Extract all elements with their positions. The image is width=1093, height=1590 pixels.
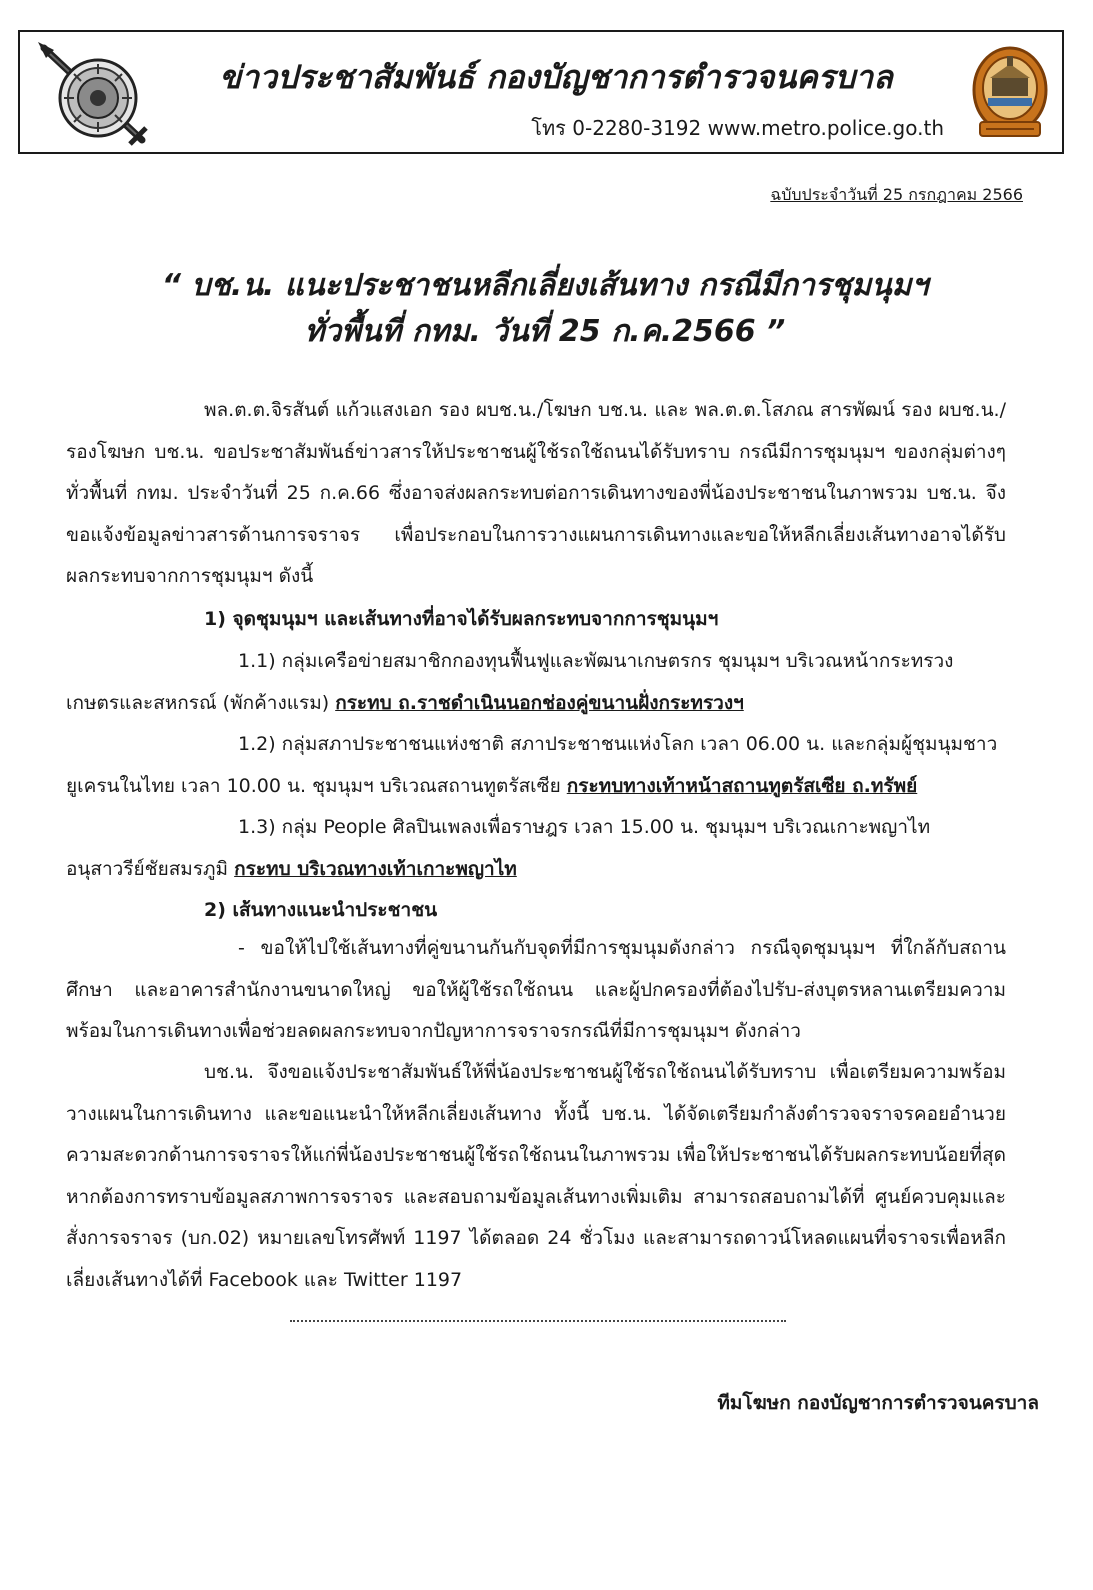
headline-line-2: ทั่วพื้นที่ กทม. วันที่ 25 ก.ค.2566 ” — [304, 314, 786, 349]
item-1-1-impact: กระทบ ถ.ราชดำเนินนอกช่องคู่ขนานฝั่งกระทรวงฯ — [335, 692, 744, 714]
item-1-1-line1: 1.1) กลุ่มเครือข่ายสมาชิกกองทุนฟื้นฟูและพัฒนาเกษตรกร ชุมนุมฯ บริเวณหน้ากระทรวง — [238, 650, 954, 672]
item-1-2-line2 — [66, 771, 917, 801]
item-1-2-line1: 1.2) กลุ่มสภาประชาชนแห่งชาติ สภาประชาชนแห่งโลก เวลา 06.00 น. และกลุ่มผู้ชุมนุมชาว — [238, 733, 998, 755]
police-emblem-icon — [34, 40, 152, 148]
issue-date: ฉบับประจำวันที่ 25 กรกฎาคม 2566 — [770, 185, 1023, 204]
section2-body: - ขอให้ไปใช้เส้นทางที่คู่ขนานกันกับจุดที่มีการชุมนุมดังกล่าว กรณีจุดชุมนุมฯ ที่ใกล้กับสถานศึกษา และอาคารสำนักงานขนาดใหญ่ ขอให้ผู้ใช้รถใช้ถนน และผู้ปกครองที่ต้องไปรับ-ส่งบุตรหลานเตรียมความพร้อมในการเดินทางเพื่อช่วยลดผลกระทบจากปัญหาการจราจรกรณีที่มีการชุมนุมฯ ดังกล่าว — [66, 937, 1006, 1042]
section2-heading: 2) เส้นทางแนะนำประชาชน — [204, 899, 438, 921]
headline-line-1: “ บช.น. แนะประชาชนหลีกเลี่ยงเส้นทาง กรณีมีการชุมนุมฯ — [161, 268, 929, 303]
item-1-1-line2 — [66, 688, 744, 718]
item-1-3-impact: กระทบ บริเวณทางเท้าเกาะพญาไท — [234, 858, 517, 880]
closing-paragraph: บช.น. จึงขอแจ้งประชาสัมพันธ์ให้พี่น้องประชาชนผู้ใช้รถใช้ถนนได้รับทราบ เพื่อเตรียมความพร้อมวางแผนในการเดินทาง และขอแนะนำให้หลีกเลี่ยงเส้นทาง ทั้งนี้ บช.น. ได้จัดเตรียมกำลังตำรวจจราจรคอยอำนวยความสะดวกด้านการจราจรให้แก่พี่น้องประชาชนผู้ใช้รถใช้ถนนในภาพรวม เพื่อให้ประชาชนได้รับผลกระทบน้อยที่สุด หากต้องการทราบข้อมูลสภาพการจราจร และสอบถามข้อมูลเส้นทางเพิ่มเติม สามารถสอบถามได้ที่ ศูนย์ควบคุมและสั่งการจราจร (บก.02) หมายเลขโทรศัพท์ 1197 ได้ตลอด 24 ชั่วโมง และสามารถดาวน์โหลดแผนที่จราจรเพื่อหลีกเลี่ยงเส้นทางได้ที่ Facebook และ Twitter 1197 — [66, 1061, 1006, 1291]
item-1-3-text: อนุสาวรีย์ชัยสมรภูมิ — [66, 858, 235, 880]
header-contact: โทร 0-2280-3192 www.metro.police.go.th — [531, 116, 944, 140]
item-1-3-line1: 1.3) กลุ่ม People ศิลปินเพลงเพื่อราษฎร เวลา 15.00 น. ชุมนุมฯ บริเวณเกาะพญาไท — [238, 816, 931, 838]
metropolitan-police-seal-icon — [970, 42, 1050, 142]
section1-heading: 1) จุดชุมนุมฯ และเส้นทางที่อาจได้รับผลกระทบจากการชุมนุมฯ — [204, 608, 719, 630]
signature: ทีมโฆษก กองบัญชาการตำรวจนครบาล — [717, 1392, 1039, 1414]
item-1-3-line2 — [66, 854, 517, 884]
item-1-2-text: ยูเครนในไทย เวลา 10.00 น. ชุมนุมฯ บริเวณสถานทูตรัสเซีย — [66, 775, 567, 797]
dotted-divider — [290, 1310, 786, 1322]
press-release-header — [18, 30, 1064, 154]
header-title: ข่าวประชาสัมพันธ์ กองบัญชาการตำรวจนครบาล — [219, 58, 893, 96]
item-1-1-text: เกษตรและสหกรณ์ (พักค้างแรม) — [66, 692, 336, 714]
intro-paragraph: พล.ต.ต.จิรสันต์ แก้วแสงเอก รอง ผบช.น./โฆษก บช.น. และ พล.ต.ต.โสภณ สารพัฒน์ รอง ผบช.น./ รองโฆษก บช.น. ขอประชาสัมพันธ์ข่าวสารให้ประชาชนผู้ใช้รถใช้ถนนได้รับทราบ กรณีมีการชุมนุมฯ ของกลุ่มต่างๆ ทั่วพื้นที่ กทม. ประจำวันที่ 25 ก.ค.66 ซึ่งอาจส่งผลกระทบต่อการเดินทางของพี่น้องประชาชนในภาพรวม บช.น. จึงขอแจ้งข้อมูลข่าวสารด้านการจราจร เพื่อประกอบในการวางแผนการเดินทางและขอให้หลีกเลี่ยงเส้นทางอาจได้รับผลกระทบจากการชุมนุมฯ ดังนี้ — [66, 399, 1006, 587]
item-1-2-impact: กระทบทางเท้าหน้าสถานทูตรัสเซีย ถ.ทรัพย์ — [566, 775, 918, 797]
